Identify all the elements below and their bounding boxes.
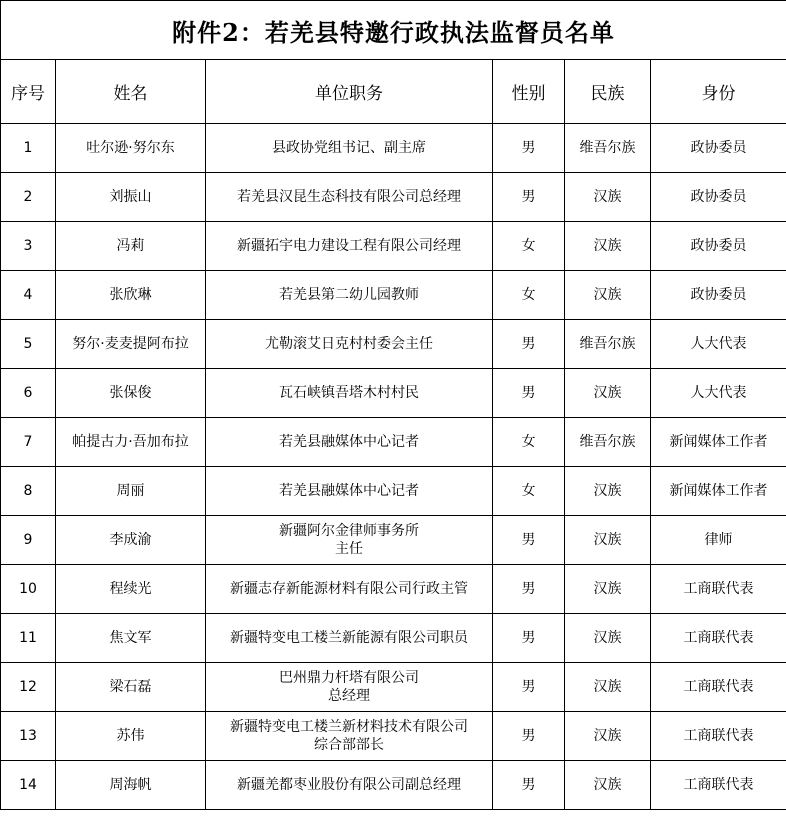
cell-gender: 男 (493, 124, 565, 173)
position-line: 若羌县融媒体中心记者 (279, 483, 419, 499)
table-row (1, 712, 786, 761)
cell-identity: 政协委员 (651, 271, 786, 320)
cell-name: 冯莉 (56, 222, 206, 271)
cell-gender: 男 (493, 320, 565, 369)
cell-index: 12 (1, 663, 56, 712)
cell-name: 帕提古力·吾加布拉 (56, 418, 206, 467)
cell-ethnicity: 维吾尔族 (565, 320, 651, 369)
cell-position (206, 516, 493, 565)
cell-name: 苏伟 (56, 712, 206, 761)
cell-identity: 政协委员 (651, 124, 786, 173)
cell-gender: 男 (493, 712, 565, 761)
cell-position (206, 418, 493, 467)
table-row (1, 173, 786, 222)
header-index: 序号 (1, 60, 56, 124)
position-line: 综合部部长 (314, 737, 384, 753)
page-title: 附件2：若羌县特邀行政执法监督员名单 (1, 1, 786, 60)
cell-identity: 新闻媒体工作者 (651, 418, 786, 467)
header-identity: 身份 (651, 60, 786, 124)
cell-position (206, 614, 493, 663)
cell-ethnicity: 汉族 (565, 271, 651, 320)
cell-ethnicity: 维吾尔族 (565, 124, 651, 173)
cell-ethnicity: 汉族 (565, 516, 651, 565)
cell-index: 14 (1, 761, 56, 810)
cell-index: 8 (1, 467, 56, 516)
cell-position (206, 565, 493, 614)
table-row (1, 369, 786, 418)
cell-index: 1 (1, 124, 56, 173)
cell-ethnicity: 汉族 (565, 712, 651, 761)
position-line: 主任 (335, 541, 363, 557)
cell-identity: 工商联代表 (651, 761, 786, 810)
cell-gender: 女 (493, 222, 565, 271)
cell-position (206, 222, 493, 271)
cell-gender: 男 (493, 369, 565, 418)
table-row (1, 418, 786, 467)
position-line: 巴州鼎力杆塔有限公司 (279, 670, 419, 686)
cell-identity: 新闻媒体工作者 (651, 467, 786, 516)
position-line: 新疆拓宇电力建设工程有限公司经理 (237, 238, 461, 254)
table-row (1, 614, 786, 663)
cell-index: 4 (1, 271, 56, 320)
cell-ethnicity: 汉族 (565, 467, 651, 516)
title-row (1, 1, 786, 60)
cell-gender: 男 (493, 516, 565, 565)
position-line: 若羌县汉昆生态科技有限公司总经理 (237, 189, 461, 205)
cell-position (206, 124, 493, 173)
cell-index: 7 (1, 418, 56, 467)
table-row (1, 467, 786, 516)
cell-ethnicity: 汉族 (565, 222, 651, 271)
cell-gender: 女 (493, 271, 565, 320)
cell-index: 5 (1, 320, 56, 369)
cell-index: 2 (1, 173, 56, 222)
table-row (1, 516, 786, 565)
position-line: 新疆阿尔金律师事务所 (279, 523, 419, 539)
table-row (1, 761, 786, 810)
cell-gender: 女 (493, 467, 565, 516)
cell-gender: 男 (493, 614, 565, 663)
cell-identity: 工商联代表 (651, 712, 786, 761)
cell-identity: 律师 (651, 516, 786, 565)
position-line: 若羌县第二幼儿园教师 (279, 287, 419, 303)
cell-position (206, 369, 493, 418)
cell-gender: 女 (493, 418, 565, 467)
table-row (1, 222, 786, 271)
table-row (1, 320, 786, 369)
cell-identity: 政协委员 (651, 222, 786, 271)
cell-name: 张欣琳 (56, 271, 206, 320)
cell-name: 李成渝 (56, 516, 206, 565)
cell-identity: 工商联代表 (651, 663, 786, 712)
cell-index: 13 (1, 712, 56, 761)
header-gender: 性别 (493, 60, 565, 124)
cell-index: 9 (1, 516, 56, 565)
cell-name: 努尔·麦麦提阿布拉 (56, 320, 206, 369)
position-line: 县政协党组书记、副主席 (272, 140, 426, 156)
cell-identity: 政协委员 (651, 173, 786, 222)
cell-identity: 工商联代表 (651, 565, 786, 614)
header-position: 单位职务 (206, 60, 493, 124)
cell-position (206, 467, 493, 516)
header-ethnicity: 民族 (565, 60, 651, 124)
cell-ethnicity: 汉族 (565, 761, 651, 810)
cell-name: 焦文军 (56, 614, 206, 663)
cell-position (206, 712, 493, 761)
position-line: 瓦石峡镇吾塔木村村民 (279, 385, 419, 401)
cell-gender: 男 (493, 761, 565, 810)
position-line: 新疆志存新能源材料有限公司行政主管 (230, 581, 468, 597)
cell-index: 3 (1, 222, 56, 271)
cell-gender: 男 (493, 565, 565, 614)
position-line: 新疆特变电工楼兰新能源有限公司职员 (230, 630, 468, 646)
cell-name: 程续光 (56, 565, 206, 614)
cell-identity: 人大代表 (651, 369, 786, 418)
cell-index: 6 (1, 369, 56, 418)
cell-ethnicity: 汉族 (565, 565, 651, 614)
cell-index: 11 (1, 614, 56, 663)
cell-ethnicity: 汉族 (565, 173, 651, 222)
table-row (1, 124, 786, 173)
cell-ethnicity: 汉族 (565, 369, 651, 418)
cell-position (206, 271, 493, 320)
position-line: 若羌县融媒体中心记者 (279, 434, 419, 450)
position-line: 总经理 (328, 688, 370, 704)
cell-ethnicity: 汉族 (565, 663, 651, 712)
table-row (1, 663, 786, 712)
position-line: 新疆羌都枣业股份有限公司副总经理 (237, 777, 461, 793)
cell-name: 周丽 (56, 467, 206, 516)
cell-identity: 工商联代表 (651, 614, 786, 663)
table-row (1, 271, 786, 320)
cell-ethnicity: 汉族 (565, 614, 651, 663)
cell-name: 周海帆 (56, 761, 206, 810)
position-line: 新疆特变电工楼兰新材料技术有限公司 (230, 719, 468, 735)
table-row (1, 565, 786, 614)
header-name: 姓名 (56, 60, 206, 124)
cell-position (206, 173, 493, 222)
cell-position (206, 761, 493, 810)
cell-name: 吐尔逊·努尔东 (56, 124, 206, 173)
position-line: 尤勒滚艾日克村村委会主任 (265, 336, 433, 352)
cell-position (206, 320, 493, 369)
cell-name: 梁石磊 (56, 663, 206, 712)
cell-gender: 男 (493, 173, 565, 222)
cell-name: 刘振山 (56, 173, 206, 222)
cell-identity: 人大代表 (651, 320, 786, 369)
cell-name: 张保俊 (56, 369, 206, 418)
cell-gender: 男 (493, 663, 565, 712)
cell-position (206, 663, 493, 712)
cell-ethnicity: 维吾尔族 (565, 418, 651, 467)
cell-index: 10 (1, 565, 56, 614)
header-row (1, 60, 786, 124)
